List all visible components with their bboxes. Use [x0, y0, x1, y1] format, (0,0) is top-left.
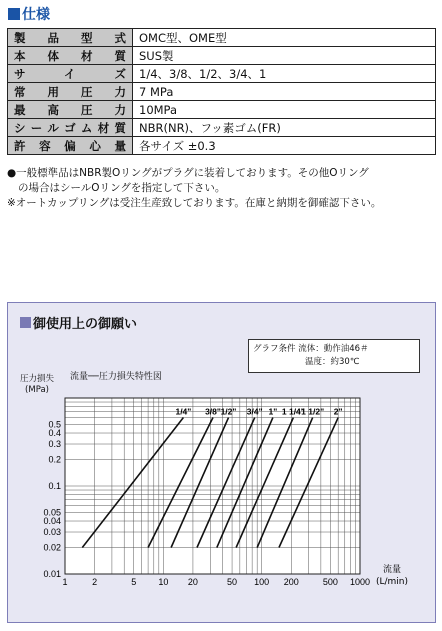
spec-row: [8, 119, 436, 137]
y-tick-label: 0.2: [48, 454, 61, 465]
y-axis-label-line-2: (MPa): [25, 385, 49, 395]
spec-heading: [8, 4, 50, 24]
series-label: 1/4": [175, 406, 192, 417]
spec-label: シールゴム材質: [8, 119, 133, 137]
spec-row: [8, 29, 436, 47]
heading-square-icon: [8, 8, 20, 20]
y-tick-label: 0.01: [43, 569, 61, 579]
spec-value: OMC型、OME型: [133, 29, 436, 47]
spec-row: [8, 137, 436, 155]
spec-value: SUS製: [133, 47, 436, 65]
x-tick-label: 1000: [349, 577, 371, 587]
spec-label: 本体材質: [8, 47, 133, 65]
spec-label: 許容偏心量: [8, 137, 133, 155]
x-tick-label: 2: [92, 577, 98, 587]
series-label: 3/8": [205, 406, 221, 417]
flow-pressure-chart: [8, 303, 435, 622]
spec-label: 最高圧力: [8, 101, 133, 119]
series-label: 3/4": [246, 406, 263, 417]
conditions-line-2: 温度：約30℃: [305, 357, 360, 367]
spec-label: 常用圧力: [8, 83, 133, 101]
spec-value: 各サイズ ±0.3: [133, 137, 436, 155]
y-axis-label-line-1: 圧力損失: [20, 374, 55, 384]
series-label: 1 1/2": [301, 406, 325, 417]
x-tick-label: 100: [254, 577, 270, 587]
spec-label: サイズ: [8, 65, 133, 83]
usage-panel: [7, 302, 436, 623]
spec-row: [8, 47, 436, 65]
x-tick-label: 5: [131, 577, 137, 587]
spec-row: [8, 83, 436, 101]
conditions-line-1: グラフ条件 流体：動作油46＃: [253, 344, 369, 354]
y-tick-label: 0.4: [48, 428, 61, 439]
y-tick-label: 0.3: [48, 439, 61, 450]
spec-value: NBR(NR)、フッ素ゴム(FR): [133, 119, 436, 137]
y-tick-label: 0.5: [48, 419, 61, 430]
spec-row: [8, 101, 436, 119]
x-tick-label: 50: [227, 577, 238, 587]
x-tick-label: 1: [62, 577, 68, 587]
y-tick-label: 0.03: [43, 527, 61, 538]
y-tick-label: 0.04: [43, 516, 61, 527]
series-label: 1 1/4": [281, 406, 305, 417]
x-tick-label: 10: [158, 577, 169, 587]
chart-title: 流量──圧力損失特性図: [70, 372, 162, 382]
series-label: 1": [268, 406, 278, 417]
x-axis-label-line-1: 流量: [382, 565, 402, 575]
x-tick-label: 500: [322, 577, 338, 587]
series-label: 2": [333, 406, 343, 417]
note-line-3: ※オートカップリングは受注生産致しております。在庫と納期を御確認下さい。: [7, 197, 382, 209]
y-tick-label: 0.1: [48, 481, 61, 491]
series-label: 1/2": [220, 406, 237, 417]
y-tick-label: 0.02: [43, 542, 61, 553]
x-tick-label: 20: [187, 577, 198, 587]
note-line-1: ●一般標準品はNBR製Oリングがプラグに装着しております。その他Oリング: [7, 167, 369, 179]
spec-label: 製品型式: [8, 29, 133, 47]
x-axis-label-line-2: (L/min): [375, 577, 409, 587]
y-tick-label: 0.05: [43, 507, 61, 518]
note-line-2: の場合はシールOリングを指定して下さい。: [18, 182, 226, 194]
spec-row: [8, 65, 436, 83]
spec-value: 7 MPa: [133, 83, 436, 101]
panel-title-text: 御使用上の御願い: [33, 317, 138, 332]
spec-value: 1/4、3/8、1/2、3/4、1: [133, 65, 436, 83]
x-tick-label: 200: [283, 577, 299, 587]
spec-heading-text: 仕様: [22, 7, 50, 23]
spec-value: 10MPa: [133, 101, 436, 119]
notes: [7, 166, 439, 211]
spec-table: [7, 28, 436, 155]
